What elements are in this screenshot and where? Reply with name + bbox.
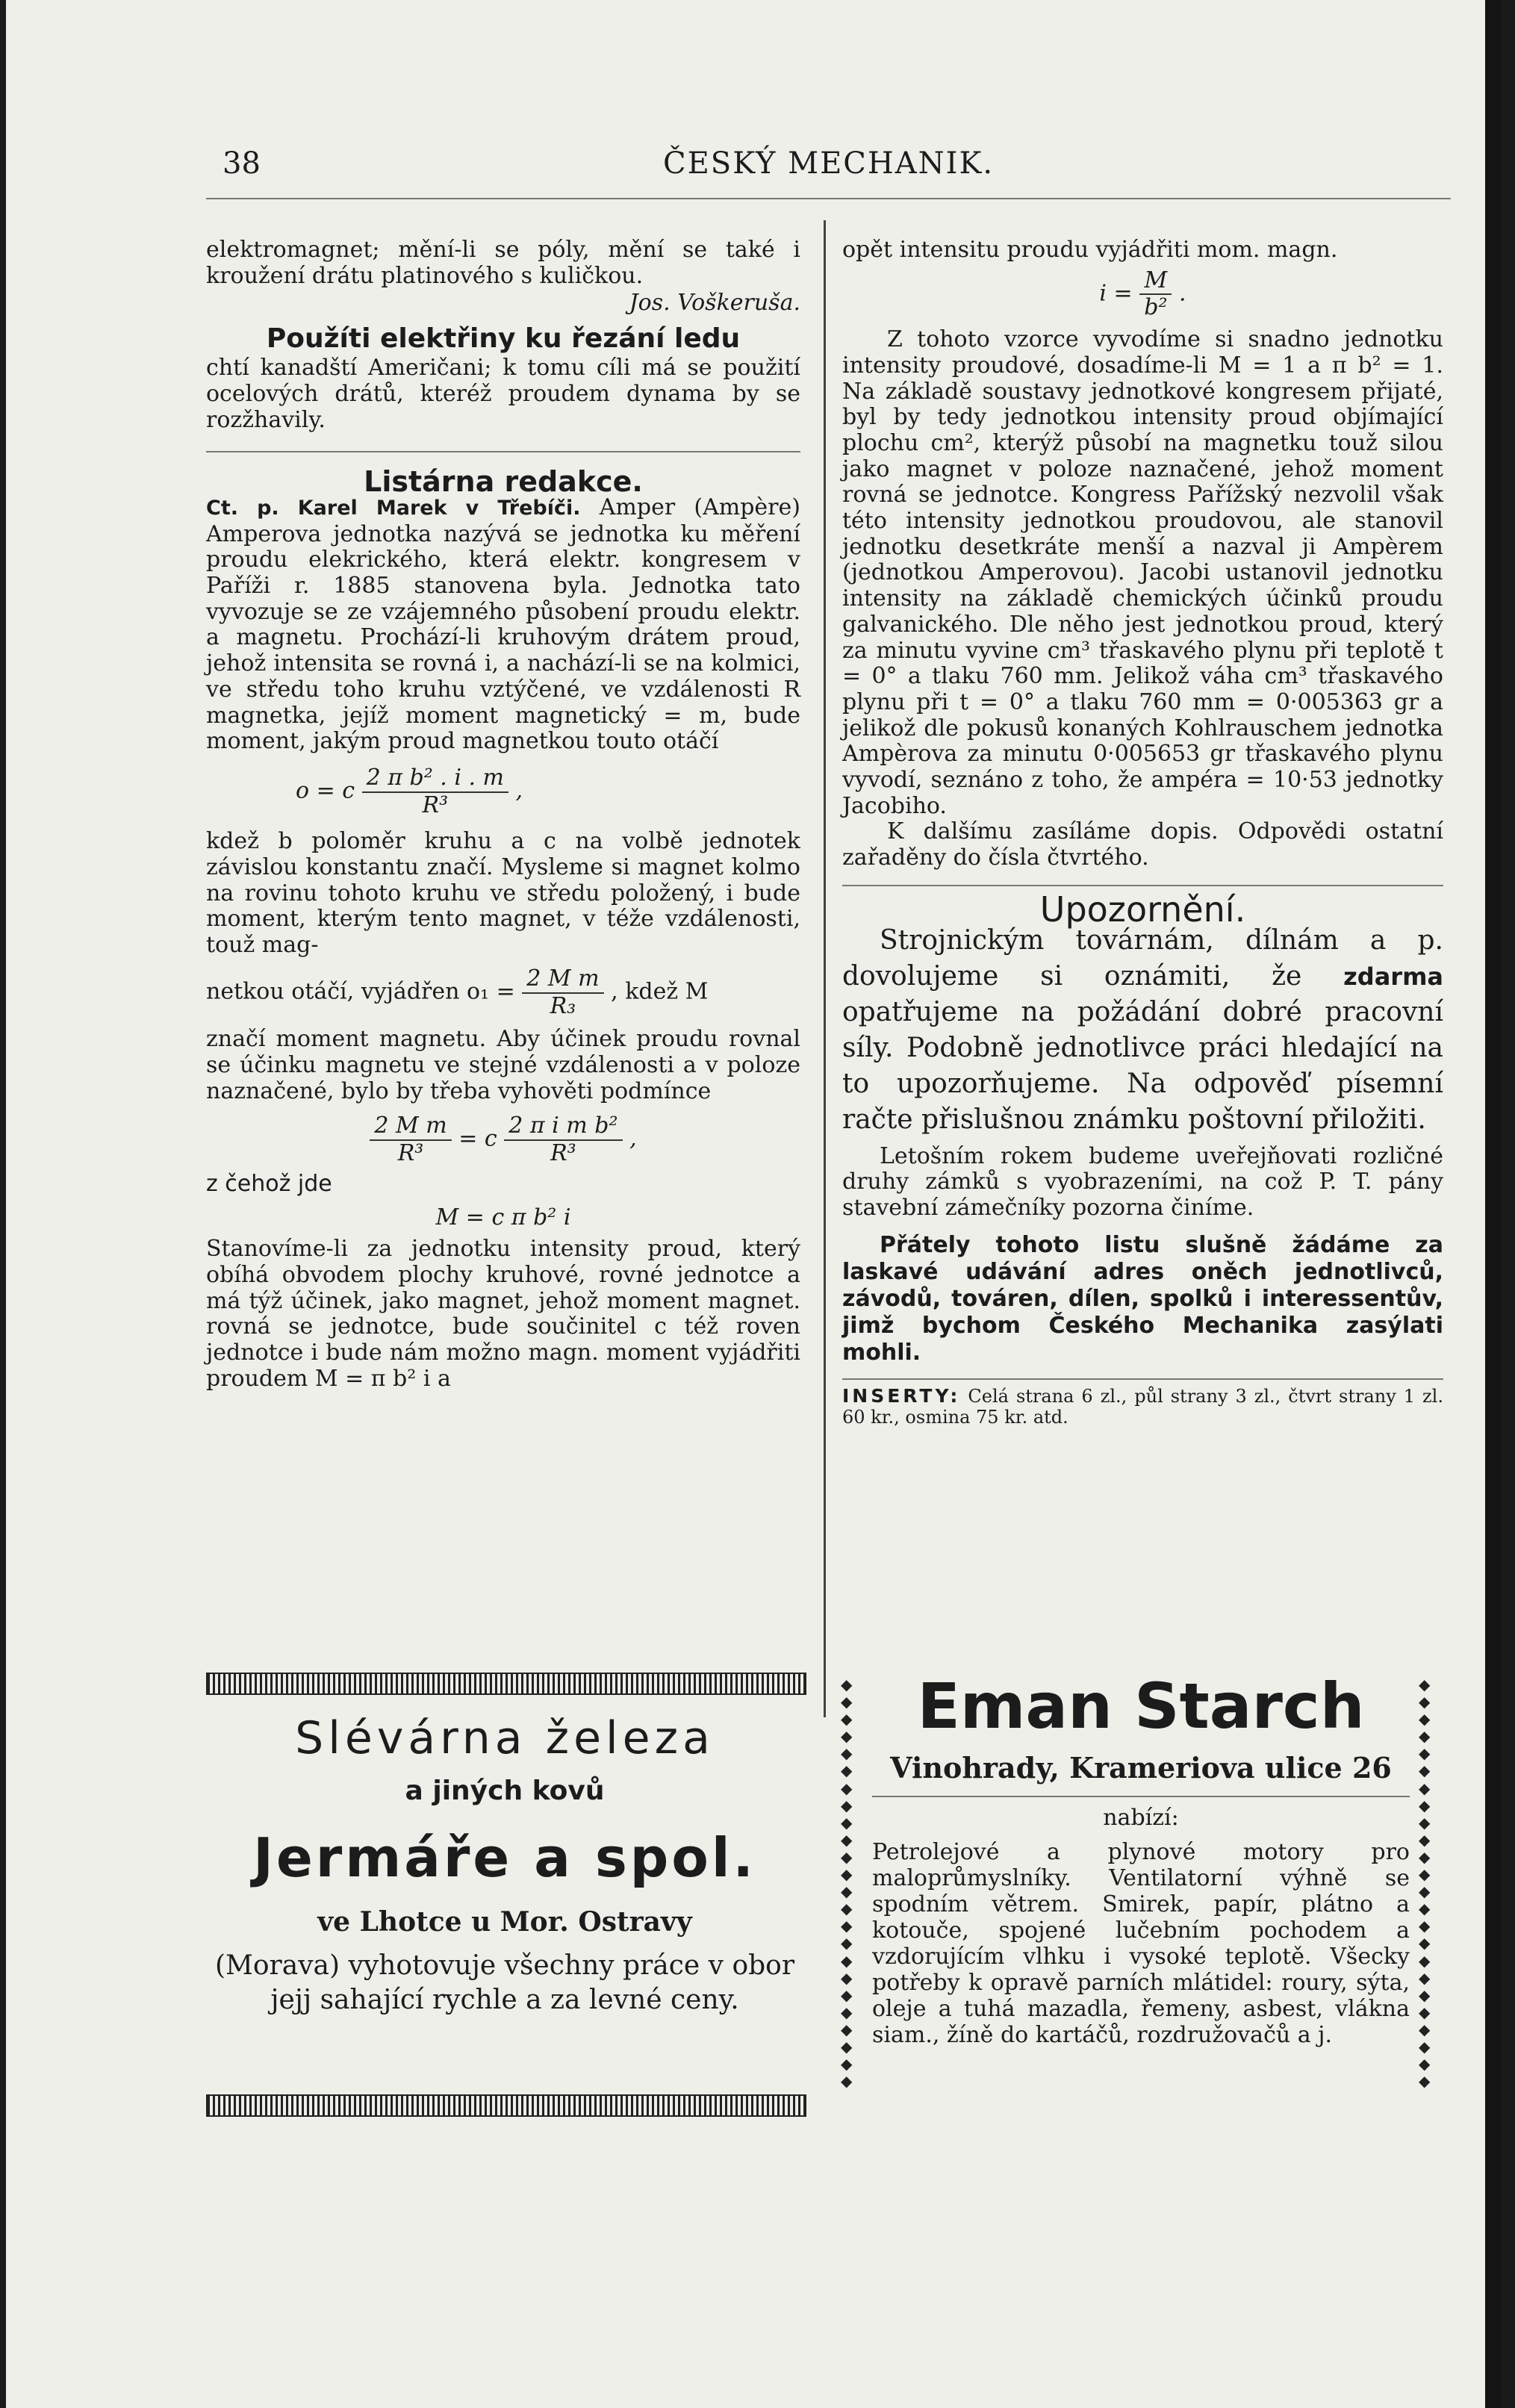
formula-5: i = $\frac{M}{\text{b²}}$ . [1099,267,1186,321]
section-rule [206,451,800,452]
foundry-company: Jermáře a spol. [253,1826,756,1889]
inserty-rule [842,1378,1443,1380]
paragraph-electromagnet: elektromagnet; mění-li se póly, mění se také i kroužení drátu platinového s kuličkou. [206,237,800,289]
listarna-heading: Listárna redakce. [364,465,643,499]
diamond-border-right: ◆ ◆ ◆ ◆ ◆ ◆ ◆ ◆ ◆ ◆ ◆ ◆ ◆ ◆ ◆ ◆ ◆ ◆ ◆ ◆ ◆ ◆ ◆ ◆ [1419,1676,1431,2091]
notice-paragraph-2: Letošním rokem budeme uveřejňovati rozličné druhy zámků s vyobrazeními, na což P. T. pány stavební zámečníky pozorna činíme. [842,1142,1443,1221]
starch-address: Vinohrady, Krameriova ulice 26 [890,1751,1392,1785]
foundry-heading: Slévárna železa [295,1712,715,1764]
hatched-border-top [206,1673,806,1695]
starch-offers-label: nabízí: [1103,1805,1179,1831]
answer-paragraph-4: Stanovíme-li za jednotku intensity proud, který obíhá obvodem plochy kruhové, rovné jednotce a má týž účinek, jako magnet, jehož moment magnet. rovná se jednotce, bude součinitel c též roven jednotce i bude nám možno magn. moment vyjádřiti proudem M = π b² i a [206,1236,800,1392]
formula-4: M = c π b² i [435,1204,571,1231]
journal-title: ČESKÝ MECHANIK. [663,146,995,181]
header-rule [206,198,1451,199]
ice-cutting-text: chtí kanadští Američani; k tomu cíli má se použití ocelových drátů, kteréž proudem dynama by se rozžhavily. [206,355,800,433]
right-column [842,237,1443,1428]
answer-continued: opět intensitu proudu vyjádřiti mom. magn. [842,237,1338,263]
notice-paragraph-3: Přátely tohoto listu slušně žádáme za laskavé udávání adres oněch jednotlivců, závodů, továren, dílen, spolků i interessentův, jimž bychom Českého Mechanika zasýlati mohli. [842,1231,1443,1366]
author-signature: Jos. Voškeruša. [629,290,800,317]
advertising-rates: INSERTY: Celá strana 6 zl., půl strany 3 zl., čtvrt strany 1 zl. 60 kr., osmina 75 kr. atd. [842,1384,1443,1428]
foundry-description: (Morava) vyhotovuje všechny práce v obor jejj sahající rychle a za levné ceny. [214,1950,795,2015]
answer-paragraph-2: kdež b poloměr kruhu a c na volbě jednotek závislou konstantu značí. Mysleme si magnet kolmo na rovinu tohoto kruhu ve středu položený, i bude moment, kterým tento magnet, v téže vzdálenosti, touž mag- [206,828,800,959]
formula-2-line: netkou otáčí, vyjádřen o₁ = $\frac{\text{2 M m}}{\text{R₃}}$ , kdež M [206,965,709,1019]
ice-cutting-heading: Použíti elektřiny ku řezání ledu [266,323,741,355]
left-column [206,237,800,1392]
answer-paragraph-1: Amper (Ampère) Amperova jednotka nazývá se jednotka ku měření proudu elekrického, která elektr. kongresem v Paříži r. 1885 stanovena byla. Jednotka tato vyvozuje se ze vzájemného působení proudu elektr. a magnetu. Prochází-li kruhovým drátem proud, jehož intensita se rovná i, a nachází-li se na kolmici, ve středu toho kruhu vztýčené, ve vzdálenosti R magnetka, jejíž moment magnetický = m, bude moment, jakým proud magnetkou touto otáčí [206,494,800,755]
inserty-label: INSERTY: [842,1384,961,1407]
notice-heading: Upozornění. [1039,889,1246,930]
whence-label: z čehož jde [206,1170,332,1197]
starch-rule [872,1796,1410,1797]
starch-body: Petrolejové a plynové motory pro maloprůmyslníky. Ventilatorní výhně se spodním větrem. Smirek, papír, plátno a kotouče, spojené lučebním pochodem a vzdorujícím vlhku i vysoké teplotě. Všecky potřeby k opravě parních mlátidel: roury, sýta, oleje a tuhá mazadla, řemeny, asbest, vlákna siam., žíně do kartáčů, rozdružovačů a j. [872,1839,1410,2048]
foundry-advertisement [206,1710,803,2017]
formula-1: o = c $\frac{\text{2 π b² . i . m}}{\text{R³}}$ , [296,764,523,818]
notice-rule [842,885,1443,886]
answer-paragraph-3: značí moment magnetu. Aby účinek proudu rovnal se účinku magnetu ve stejné vzdálenosti a v poloze naznačené, bylo by třeba vyhověti podmínce [206,1026,800,1104]
starch-advertisement [872,1669,1410,2048]
free-emphasis: zdarma [1343,962,1443,991]
foundry-subheading: a jiných kovů [405,1776,605,1806]
foundry-location: ve Lhotce u Mor. Ostravy [317,1906,692,1938]
addressee: Ct. p. Karel Marek v Třebíči. [206,496,581,520]
diamond-border-left: ◆ ◆ ◆ ◆ ◆ ◆ ◆ ◆ ◆ ◆ ◆ ◆ ◆ ◆ ◆ ◆ ◆ ◆ ◆ ◆ ◆ ◆ ◆ ◆ [841,1676,853,2091]
page [6,0,1502,2408]
answer-paragraph-6: K dalšímu zasíláme dopis. Odpovědi ostatní zařaděny do čísla čtvrtého. [842,818,1443,871]
starch-name: Eman Starch [917,1670,1365,1743]
answer-paragraph-5: Z tohoto vzorce vyvodíme si snadno jednotku intensity proudové, dosadíme-li M = 1 a π b² = 1. Na základě soustavy jednotkové kongresem přijaté, byl by tedy jednotkou intensity proud objímající plochu cm², kterýž působí na magnetku touž silou jako magnet v poloze naznačené, jehož moment rovná se jednotce. Kongress Pařížský nezvolil však této intensity jednotkou proudovou, ale stanovil jednotku desetkráte menší a nazval ji Ampèrem (jednotkou Amperovou). Jacobi ustanovil jednotku intensity na základě chemických účinků proudu galvanického. Dle něho jest jednotkou proud, který za minutu vyvine cm³ třaskavého plynu při teplotě t = 0° a tlaku 760 mm. Jelikož váha cm³ třaskavého plynu při t = 0° a tlaku 760 mm = 0·005363 gr a jelikož dle pokusů konaných Kohlrauschem jednotka Ampèrova za minutu 0·005653 gr třaskavého plynu vyvodí, seznáno z toho, že ampéra = 10·53 jednotky Jacobiho. [842,326,1443,819]
hatched-border-bottom [206,2094,806,2117]
column-divider [824,220,826,1717]
formula-3: $\frac{\text{2 M m}}{\text{R³}}$ = c $\frac{\text{2 π i m b²}}{\text{R³}}$ , [206,1113,800,1166]
page-number: 38 [223,146,261,181]
notice-paragraph-1: Strojnickým továrnám, dílnám a p. dovolujeme si oznámiti, že zdarma opatřujeme na požádání dobré pracovní síly. Podobně jednotlivce práci hledající na to upozorňujeme. Na odpověď písemní račte přislušnou známku poštovní přiložiti. [842,924,1443,1135]
